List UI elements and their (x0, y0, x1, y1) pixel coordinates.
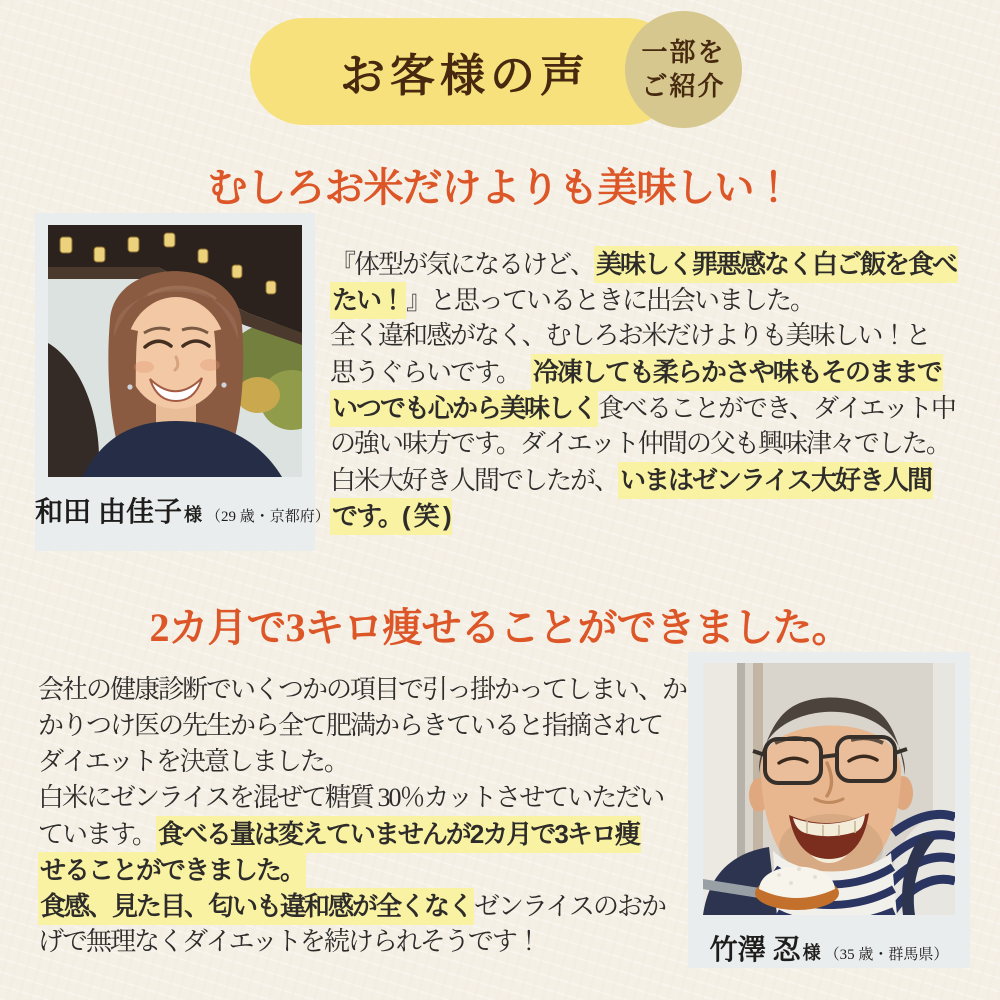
testimonial-line (38, 708, 683, 744)
highlighted-text: 食べる量は変えていませんが2カ月で3キロ痩 (156, 816, 641, 853)
customer-1-caption (35, 490, 330, 530)
testimonial-1-heading: むしろお米だけよりも美味しい！ (207, 165, 793, 210)
plain-text: 白米にゼンライスを混ぜて糖質 30％カットさせていただい (38, 783, 664, 812)
customer-photo-woman (48, 225, 302, 477)
customer-photo-man (703, 663, 955, 915)
testimonial-line (330, 462, 970, 498)
customer-2-name: 竹澤 忍 (709, 935, 801, 966)
testimonial-line (330, 498, 970, 534)
plain-text: ゼンライスのおか (474, 892, 665, 921)
highlighted-text: せることができました。 (38, 852, 306, 889)
testimonial-line (38, 888, 683, 924)
intro-badge (625, 11, 742, 128)
highlighted-text: 美味しく罪悪感なく白ご飯を食べ (594, 246, 958, 283)
customer-1-honorific: 様 (184, 505, 203, 525)
testimonial-line (38, 672, 687, 708)
customer-1-name: 和田 由佳子 (35, 497, 183, 528)
plain-text: 』と思っているときに出会いました。 (406, 286, 815, 315)
plain-text: 『体型が気になるけど、 (330, 250, 595, 279)
highlighted-text: です。( 笑 ) (330, 498, 452, 535)
plain-text: ています。 (38, 820, 156, 849)
highlighted-text: たい！ (330, 282, 406, 319)
plain-text: 食べることができ、ダイエット中 (598, 394, 955, 423)
testimonial-line (38, 744, 683, 780)
testimonial-line (330, 354, 970, 390)
testimonial-line (330, 390, 970, 426)
highlighted-text: 冷凍しても柔らかさや味もそのままで (531, 354, 943, 391)
testimonial-line (330, 318, 970, 354)
testimonial-line (330, 246, 970, 282)
plain-text: の強い味方です。ダイエット仲間の父も興味津々でした。 (330, 429, 950, 458)
title-pill (250, 18, 680, 125)
intro-badge-line2: ご紹介 (641, 71, 726, 101)
testimonial-line (38, 780, 683, 816)
plain-text: 思うぐらいです。 (330, 358, 531, 387)
customer-2-meta: （35 歳・群馬県） (824, 947, 949, 963)
customer-2-photo-card (688, 652, 970, 968)
testimonial-line (330, 426, 970, 462)
page-title: お客様の声 (339, 51, 590, 101)
intro-badge-line1: 一部を (641, 38, 726, 68)
testimonial-line (330, 282, 970, 318)
highlighted-text: 食感、見た目、匂いも違和感が全くなく (38, 888, 474, 925)
plain-text: げで無理なくダイエットを続けられそうです！ (38, 927, 540, 956)
testimonial-1-text (330, 246, 970, 534)
customer-1-meta: （29 歳・京都府） (206, 509, 330, 525)
highlighted-text: いつでも心から美味しく (330, 390, 598, 427)
highlighted-text: いまはゼンライス大好き人間 (618, 462, 933, 499)
testimonial-2-heading: 2カ月で3キロ痩せることができました。 (149, 605, 851, 650)
testimonial-line (38, 816, 683, 852)
testimonial-line (38, 852, 683, 888)
testimonial-line (38, 924, 683, 960)
plain-text: 会社の健康診断でいくつかの項目で引っ掛かってしまい、か (38, 675, 687, 704)
customer-2-caption (688, 928, 970, 968)
plain-text: ダイエットを決意しました。 (38, 747, 348, 776)
plain-text: 白米大好き人間でしたが、 (330, 466, 619, 495)
plain-text: 全く違和感がなく、むしろお米だけよりも美味しい！と (330, 321, 930, 350)
testimonial-2-text (38, 672, 687, 960)
customer-1-photo-card (35, 213, 330, 551)
plain-text: かりつけ医の先生から全て肥満からきていると指摘されて (38, 711, 663, 740)
customer-2-honorific: 様 (802, 943, 821, 963)
